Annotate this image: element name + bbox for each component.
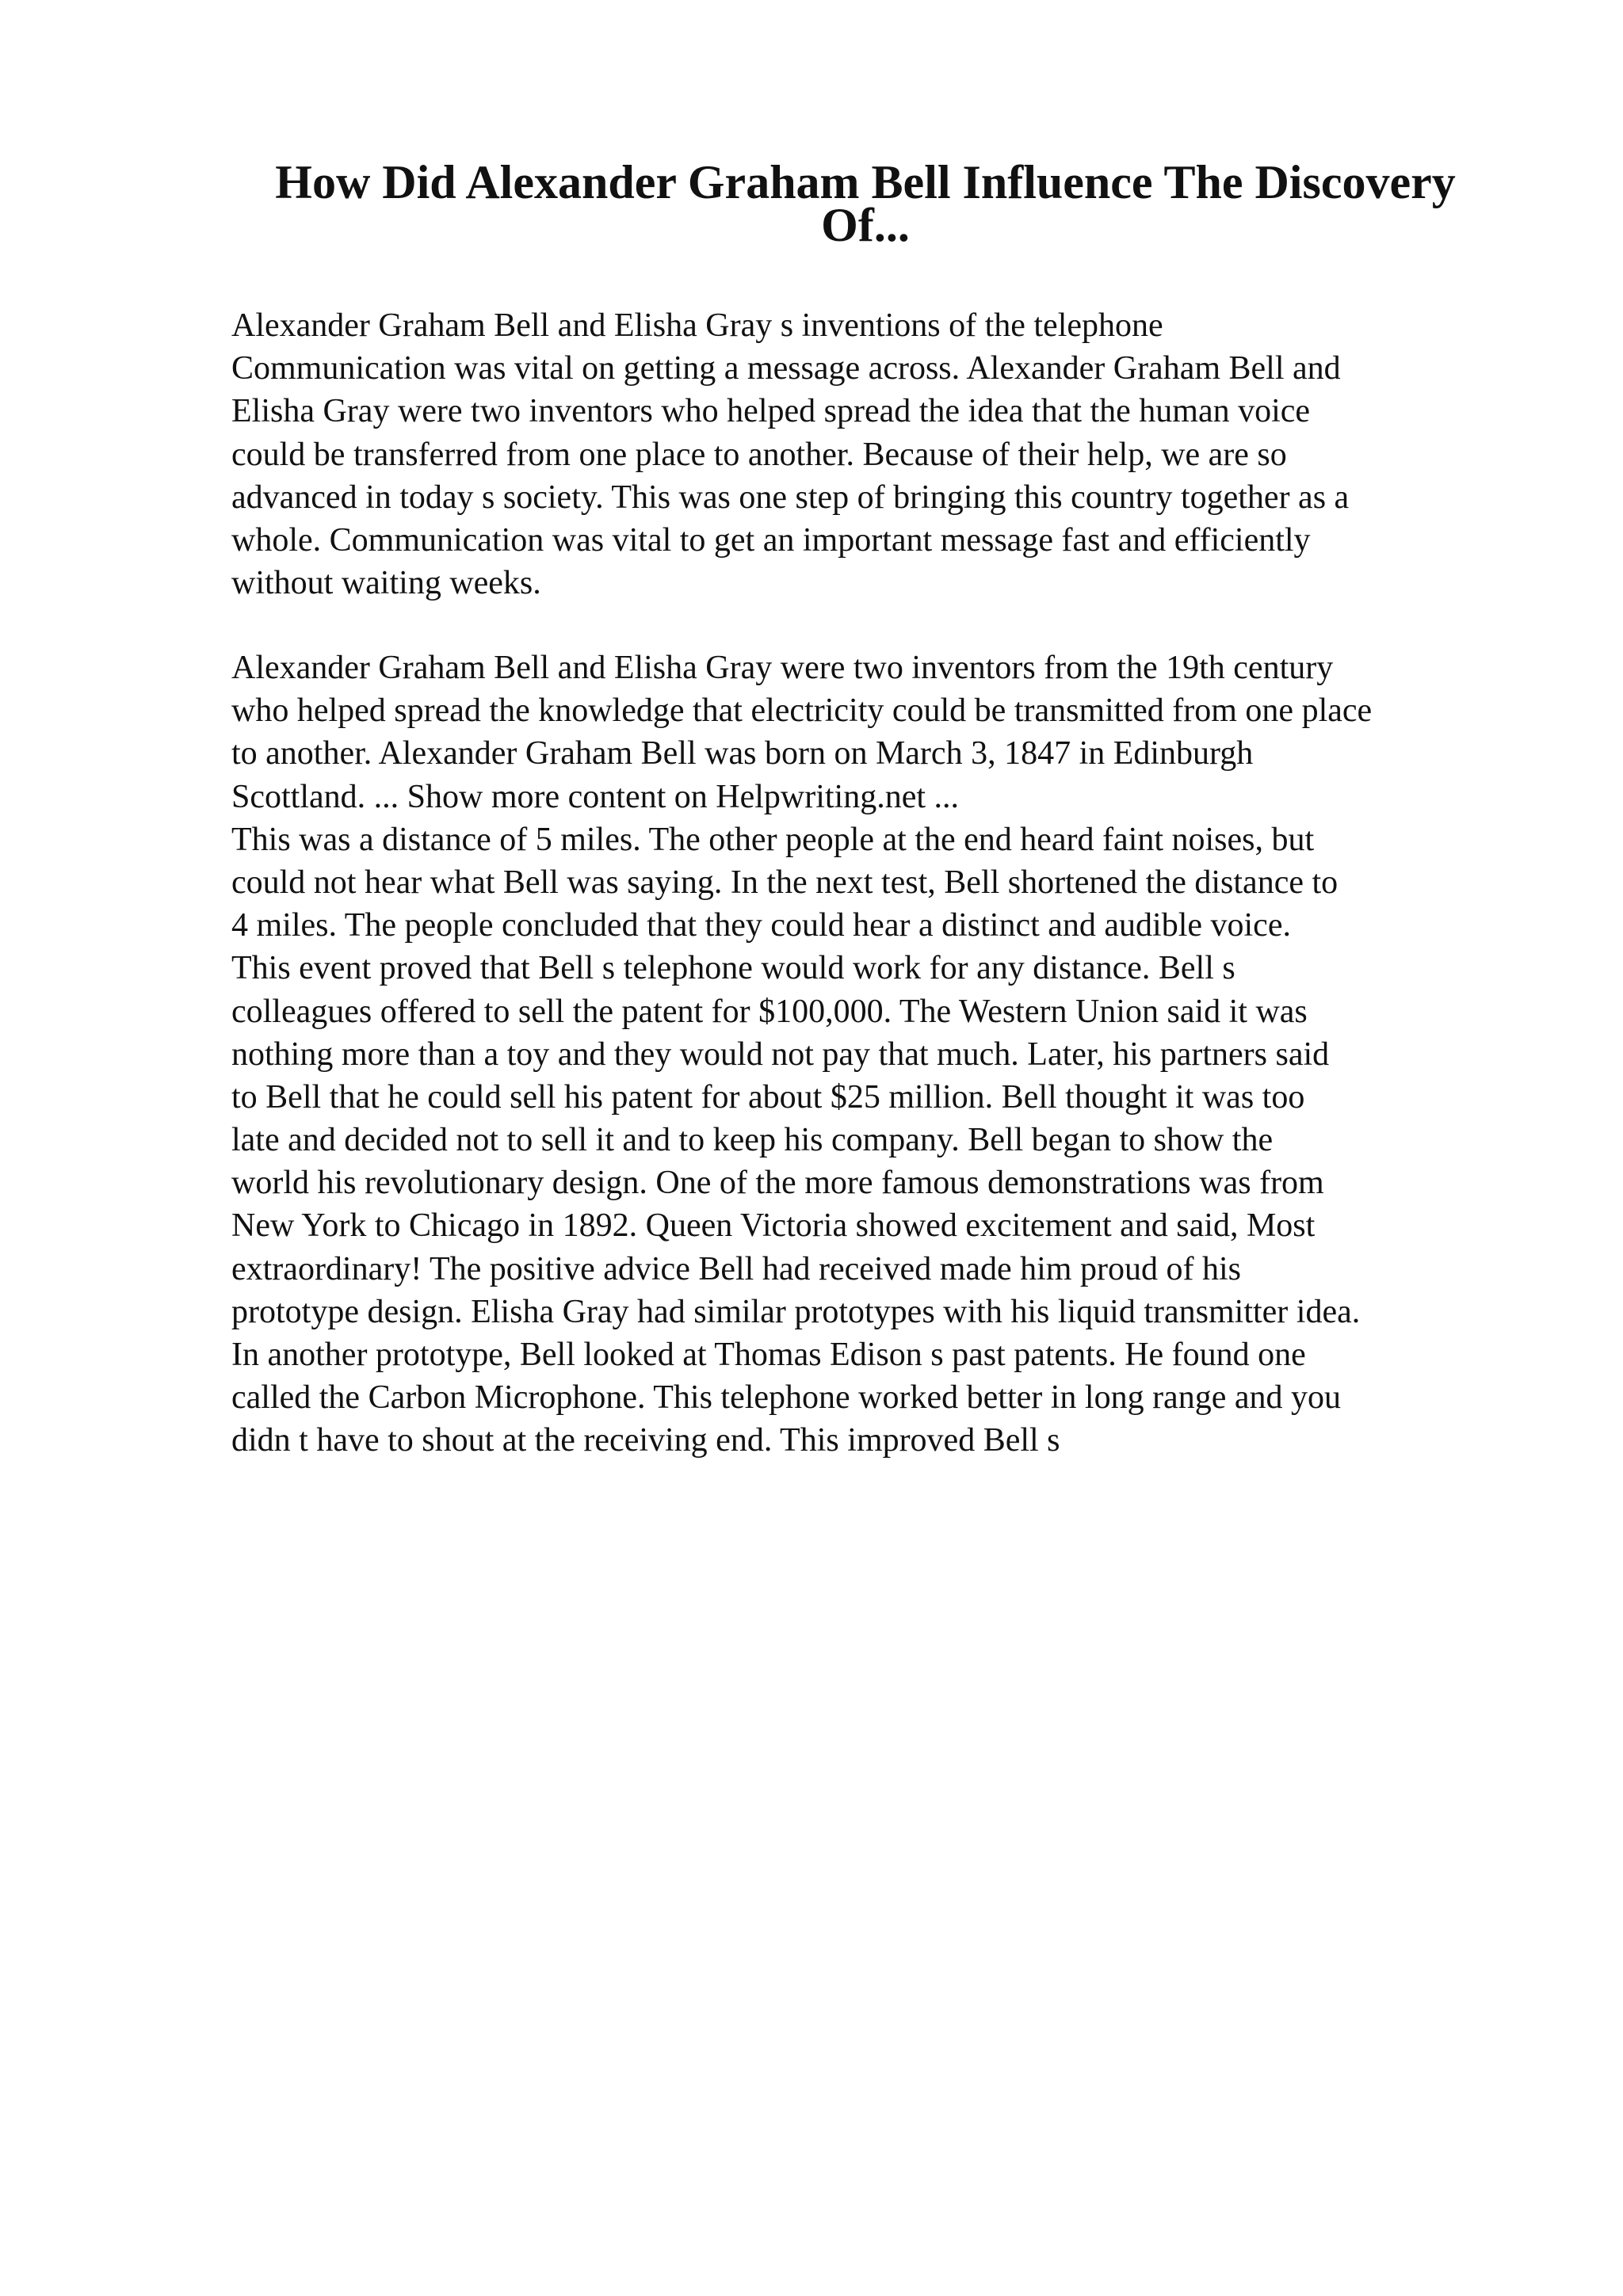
- text-line: This was a distance of 5 miles. The other people at the end heard faint noises, but: [231, 821, 1315, 858]
- text-line: Elisha Gray were two inventors who helped spread the idea that the human voice: [231, 393, 1311, 430]
- text-line: to Bell that he could sell his patent for about $25 million. Bell thought it was too: [231, 1078, 1305, 1116]
- text-line: nothing more than a toy and they would not pay that much. Later, his partners said: [231, 1035, 1330, 1073]
- text-line: prototype design. Elisha Gray had similar prototypes with his liquid transmitter idea.: [231, 1293, 1361, 1330]
- text-line: late and decided not to sell it and to keep his company. Bell began to show the: [231, 1122, 1274, 1159]
- text-line: advanced in today s society. This was one step of bringing this country together as a: [231, 479, 1350, 516]
- text-line: called the Carbon Microphone. This telephone worked better in long range and you: [231, 1379, 1341, 1417]
- text-line: Communication was vital on getting a message across. Alexander Graham Bell and: [231, 350, 1341, 387]
- text-line: world his revolutionary design. One of the more famous demonstrations was from: [231, 1165, 1324, 1202]
- title-line: Of...: [821, 199, 910, 252]
- text-line: 4 miles. The people concluded that they could hear a distinct and audible voice.: [231, 907, 1291, 944]
- text-line: New York to Chicago in 1892. Queen Victoria showed excitement and said, Most: [231, 1207, 1316, 1245]
- text-line: whole. Communication was vital to get an important message fast and efficiently: [231, 521, 1311, 559]
- text-line: extraordinary! The positive advice Bell had received made him proud of his: [231, 1250, 1241, 1287]
- text-line: Alexander Graham Bell and Elisha Gray were two inventors from the 19th century: [231, 650, 1334, 686]
- text-line: to another. Alexander Graham Bell was born on March 3, 1847 in Edinburgh: [231, 735, 1254, 772]
- text-line: who helped spread the knowledge that electricity could be transmitted from one place: [231, 692, 1373, 730]
- paragraph-body: [231, 646, 1515, 1463]
- text-line: Alexander Graham Bell and Elisha Gray s inventions of the telephone: [231, 307, 1163, 344]
- text-line: could be transferred from one place to another. Because of their help, we are so: [231, 436, 1287, 473]
- text-line: This event proved that Bell s telephone would work for any distance. Bell s: [231, 950, 1235, 987]
- title-line: How Did Alexander Graham Bell Influence The Discovery: [275, 156, 1456, 208]
- text-line: didn t have to shout at the receiving end. This improved Bell s: [231, 1422, 1060, 1459]
- text-line: could not hear what Bell was saying. In the next test, Bell shortened the distance to: [231, 864, 1338, 901]
- text-line: Scottland. ... Show more content on Helpwriting.net ...: [231, 778, 960, 815]
- document-title: [231, 151, 1499, 252]
- text-line: colleagues offered to sell the patent for $100,000. The Western Union said it was: [231, 993, 1308, 1030]
- text-line: without waiting weeks.: [231, 565, 541, 602]
- text-line: In another prototype, Bell looked at Thomas Edison s past patents. He found one: [231, 1337, 1306, 1373]
- paragraph-intro: [231, 304, 1515, 605]
